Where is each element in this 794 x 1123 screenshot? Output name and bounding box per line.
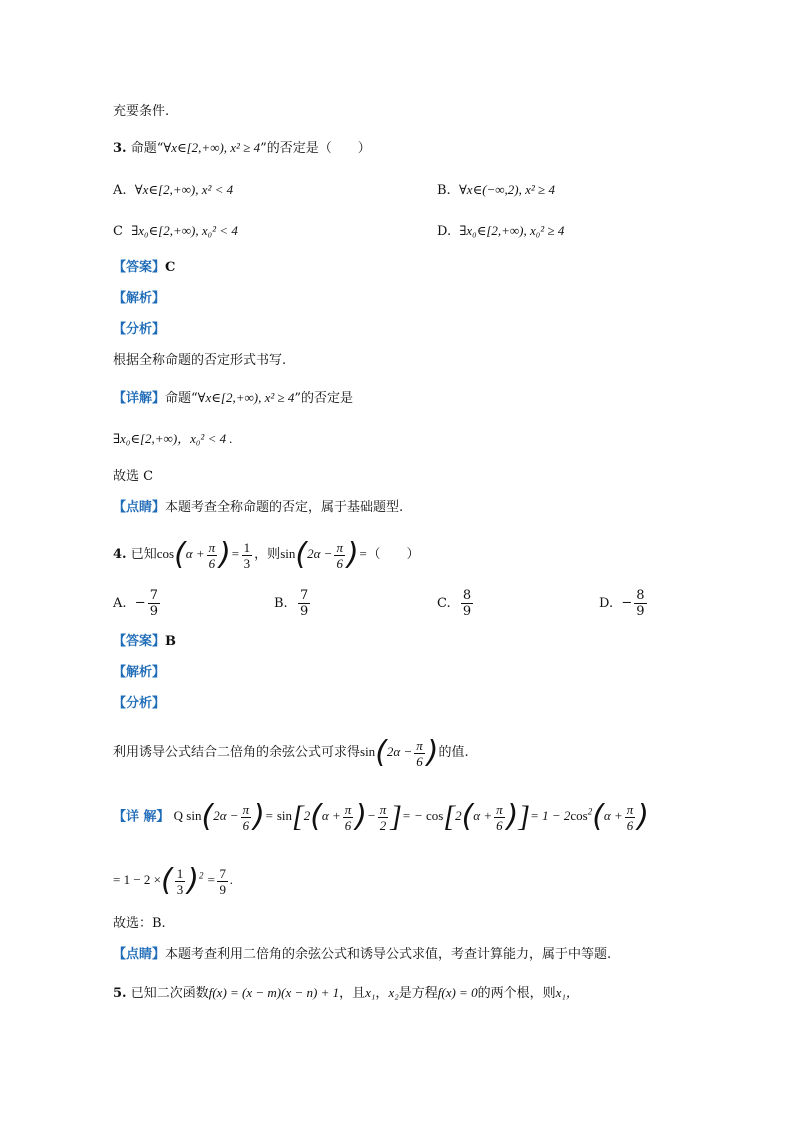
q4-detail-line1 (113, 792, 650, 835)
q5-text-pre: 已知二次函数 (130, 986, 209, 1001)
q4-answer (113, 632, 176, 652)
q5-x2: x₂ (388, 985, 399, 1000)
q4-jiexi (113, 663, 165, 683)
q3-answer-value: C (165, 260, 176, 275)
q4-fenxi-line: 利用诱导公式结合二倍角的余弦公式可求得sin(2α − $\frac{\pi}{6}$ )的值. (113, 735, 469, 771)
q4-choose: 故选：B. (113, 916, 166, 931)
q5-x1: x₁ (365, 985, 376, 1000)
q4-option-b: B. $\frac{7}{9}$ (274, 588, 309, 619)
q5-text-post: 的两个根，则 (477, 986, 556, 1001)
q5-equation: f(x) = 0 (437, 985, 478, 1000)
q3-negation (113, 429, 233, 450)
q5-stem (113, 983, 579, 1004)
q3-option-a-label: A. (113, 183, 127, 198)
q4-number: 4. (113, 547, 127, 562)
q3-detail (113, 388, 353, 409)
q3-dianjing-text: 本题考查全称命题的否定，属于基础题型. (165, 500, 404, 515)
q3-detail-math: ∀x∈[2,+∞), x² ≥ 4 (197, 390, 295, 405)
q4-jiexi-tag: 【解析】 (113, 665, 166, 680)
q5-text-mid2: ， (375, 986, 389, 1001)
q3-option-a-math: ∀x∈[2,+∞), x² < 4 (134, 182, 234, 197)
q4-given-expr: cos(α + $\frac{\pi}{6}$ )= $\frac{1}{3}$ (156, 537, 251, 573)
q3-dianjing (113, 498, 403, 518)
q3-answer (113, 258, 175, 278)
q4-option-c-label: C. (437, 596, 451, 611)
q3-detail-tag: 【详解】 (113, 391, 166, 406)
q3-option-d (437, 221, 564, 242)
q3-fenxi-text: 根据全称命题的否定形式书写. (113, 353, 287, 368)
q3-jiexi-tag: 【解析】 (113, 291, 166, 306)
q3-dianjing-tag: 【点睛】 (113, 500, 166, 515)
q3-jiexi (113, 289, 165, 309)
q3-option-a (113, 180, 233, 201)
q4-option-c: C. $\frac{8}{9}$ (437, 588, 472, 619)
q5-text-mid1: ，且 (339, 986, 366, 1001)
q4-stem-mid: ，则 (254, 547, 281, 562)
q3-option-d-label: D. (437, 224, 452, 239)
q4-option-a: A. − $\frac{7}{9}$ (113, 588, 158, 619)
q3-stem (113, 138, 371, 159)
q4-option-d-label: D. (599, 596, 614, 611)
continued-text: 充要条件. (113, 104, 170, 119)
q4-answer-value: B (165, 634, 177, 649)
q3-option-d-math: ∃x₀∈[2,+∞), x₀² ≥ 4 (459, 223, 565, 238)
q4-fenxi-tag: 【分析】 (113, 696, 166, 711)
q3-stem-pre: 命题“ (130, 141, 164, 156)
q3-option-b-label: B. (437, 183, 451, 198)
q4-target-expr: sin(2α − $\frac{\pi}{6}$ )= (280, 537, 368, 573)
q3-negation-math: ∃x₀∈[2,+∞)，x₀² < 4 . (113, 431, 233, 446)
q4-dianjing (113, 945, 611, 965)
q4-dianjing-tag: 【点睛】 (113, 947, 166, 962)
q4-dianjing-text: 本题考查利用二倍角的余弦公式和诱导公式求值，考查计算能力，属于中等题. (165, 947, 612, 962)
q5-x1-tail: x₁， (555, 985, 579, 1000)
q4-stem (113, 536, 419, 572)
q3-option-c-label: C (113, 224, 123, 239)
q3-choose: 故选 C (113, 469, 154, 484)
q4-stem-post: （ ） (367, 547, 420, 562)
q3-option-b-math: ∀x∈(−∞,2), x² ≥ 4 (458, 182, 555, 197)
q3-detail-pre: 命题“ (165, 391, 198, 406)
q4-option-d: D. − $\frac{8}{9}$ (599, 588, 645, 619)
q3-stem-math: ∀x∈[2,+∞), x² ≥ 4 (163, 140, 261, 155)
q3-option-b (437, 180, 555, 201)
q3-detail-post: ”的否定是 (294, 391, 354, 406)
q3-option-c-math: ∃x₀∈[2,+∞), x₀² < 4 (131, 223, 238, 238)
q5-number: 5. (113, 986, 127, 1001)
q4-detail-line2 (113, 854, 233, 898)
q3-answer-tag: 【答案】 (113, 260, 166, 275)
q3-number: 3. (113, 141, 127, 156)
q4-fenxi-text: 利用诱导公式结合二倍角的余弦公式可求得 (113, 745, 361, 760)
q4-detail-result: = 1 − 2 ×( $\frac{1}{3}$ )$^2$ = $\frac{7}{9}$ . (113, 863, 234, 899)
q3-fenxi-tag: 【分析】 (113, 322, 166, 337)
q4-detail-expr: Q sin(2α − $\frac{\pi}{6}$ )= sin[2(α + $\frac{\pi}{6}$ )− $\frac{\pi}{2}$ ]= − cos[2(α + $\frac{\pi}{6}$ )]= $1 - 2\cos^2(\alpha$ + $\frac{\pi}{6}$ ) (173, 799, 650, 835)
q5-text-mid3: 是方程 (398, 986, 438, 1001)
q3-option-c (113, 221, 238, 242)
q4-option-a-label: A. (113, 596, 127, 611)
q4-fenxi (113, 694, 165, 714)
q5-function: f(x) = (x − m)(x − n) + 1 (208, 985, 340, 1000)
q4-detail-tag: 【详 解】 (113, 809, 170, 825)
q4-option-b-label: B. (274, 596, 288, 611)
q3-fenxi (113, 320, 165, 340)
q4-stem-pre: 已知 (130, 547, 157, 562)
q4-answer-tag: 【答案】 (113, 634, 166, 649)
q4-fenxi-post: 的值. (438, 745, 469, 760)
q3-stem-post: ”的否定是（ ） (260, 141, 371, 156)
